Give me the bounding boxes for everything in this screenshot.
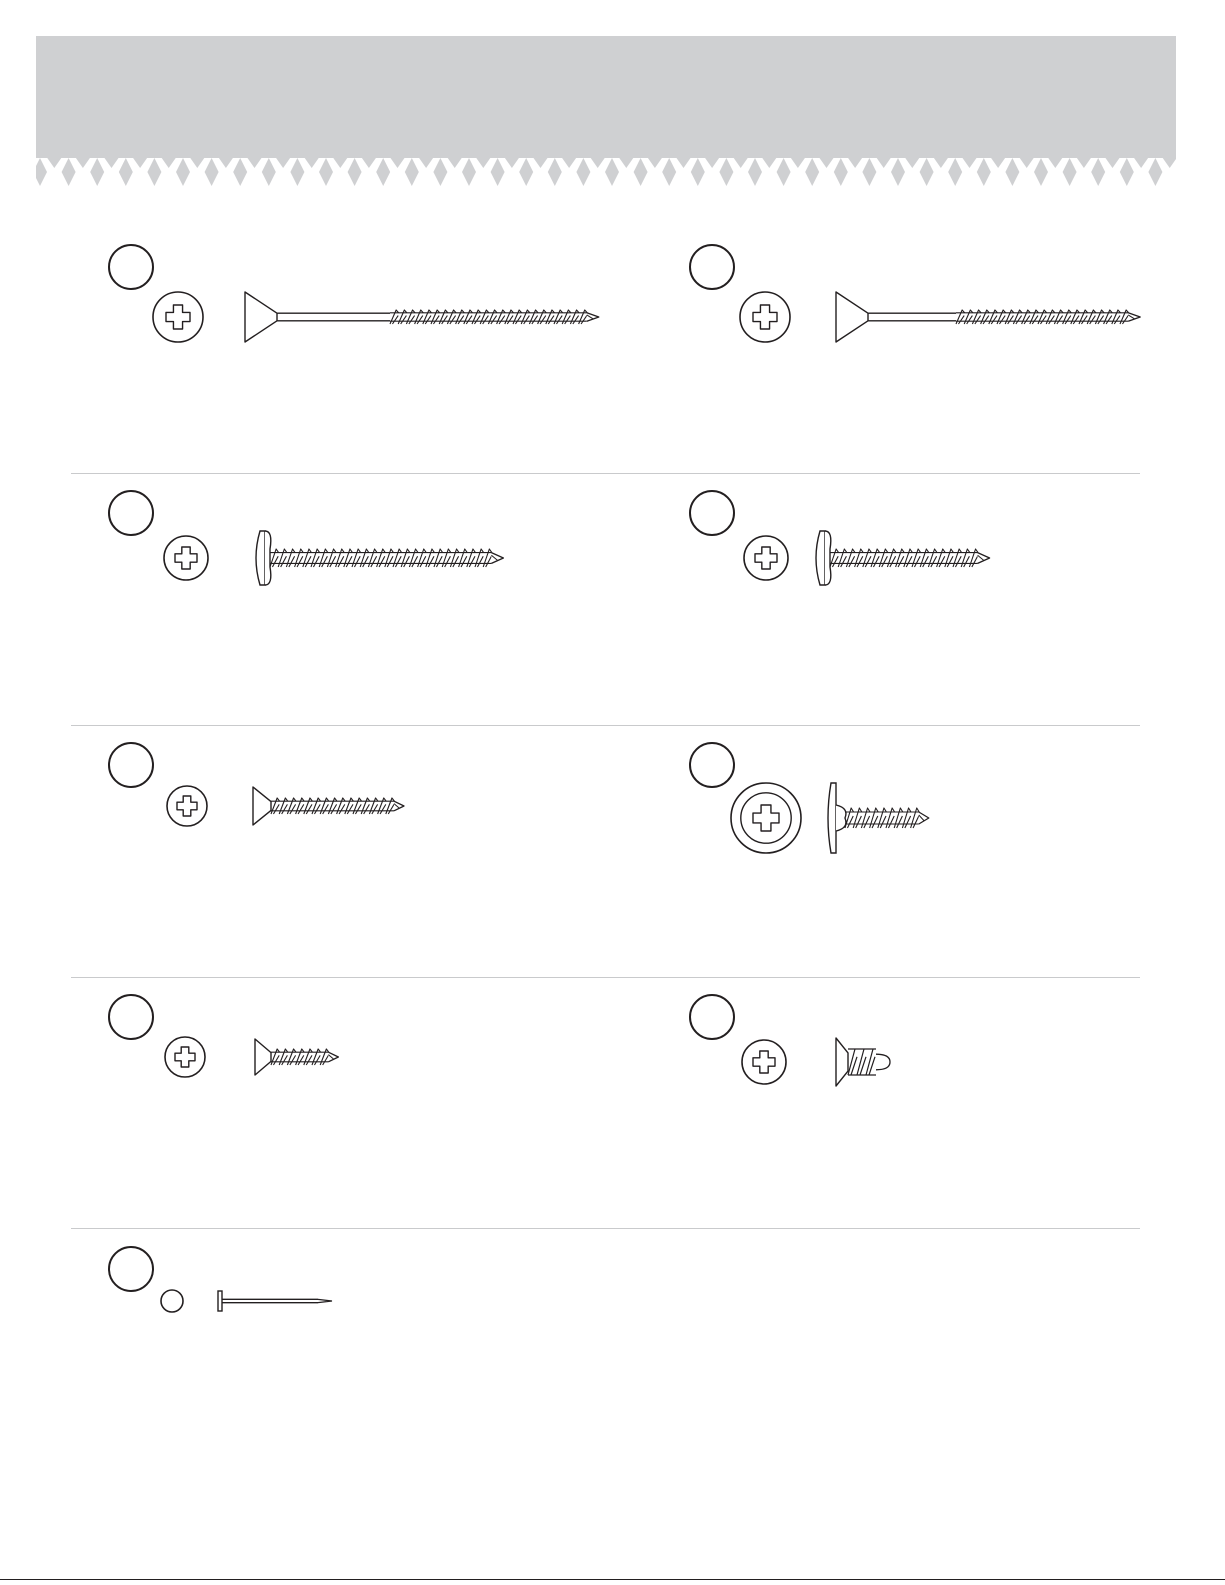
phillips-cross-icon	[742, 1040, 786, 1084]
diamond-shape	[948, 158, 962, 186]
thread-ridge	[311, 549, 320, 567]
diamond-shape	[1120, 158, 1134, 186]
diamond-shape	[462, 158, 476, 186]
thread-ridge	[879, 549, 888, 567]
thread-ridge	[472, 310, 481, 324]
item-4	[689, 488, 1189, 608]
thread-ridge	[920, 549, 929, 567]
diamond-shape	[920, 158, 934, 186]
diamond-notch	[76, 158, 90, 168]
item-callout-circle	[109, 743, 153, 787]
diamond-shape	[977, 158, 991, 186]
thread-ridge	[409, 549, 418, 567]
thread-ridge	[431, 310, 440, 324]
diamond-shape	[748, 158, 762, 186]
thread-ridge	[969, 549, 978, 567]
item-callout-circle	[109, 1247, 153, 1291]
diamond-notch	[391, 158, 405, 168]
thread-ridge	[846, 549, 855, 567]
thread-ridge	[521, 310, 530, 324]
diamond-shape	[691, 158, 705, 186]
thread-ridge	[538, 310, 547, 324]
diamond-shape	[891, 158, 905, 186]
thread-ridge	[886, 808, 895, 828]
item-2	[689, 242, 1189, 362]
diamond-notch	[505, 158, 519, 168]
diamond-notch	[1048, 158, 1062, 168]
diamond-notch	[190, 158, 204, 168]
diamond-notch	[734, 158, 748, 168]
thread-ridge	[513, 310, 522, 324]
thread-ridge	[878, 808, 887, 828]
header-band	[36, 36, 1176, 154]
thread-ridge	[390, 310, 399, 324]
thread-ridge	[377, 549, 386, 567]
diamond-notch	[305, 158, 319, 168]
diamond-notch	[562, 158, 576, 168]
thread-ridge	[912, 549, 921, 567]
thread-ridge	[853, 808, 862, 828]
item-callout-circle	[690, 245, 734, 289]
flat-head-medium-screw-icon	[253, 787, 404, 825]
item-callout-circle	[690, 995, 734, 1039]
phillips-washer-head-icon	[731, 783, 801, 853]
thread-ridge	[1104, 310, 1113, 324]
item-callout-circle	[690, 743, 734, 787]
thread-ridge	[287, 798, 296, 814]
thread-ridge	[887, 549, 896, 567]
thread-ridge	[1071, 310, 1080, 324]
thread-ridge	[401, 549, 410, 567]
diamond-notch	[476, 158, 490, 168]
thread-ridge	[475, 549, 484, 567]
diamond-shape	[805, 158, 819, 186]
thread-ridge	[546, 310, 555, 324]
diamond-notch	[448, 158, 462, 168]
diamond-notch	[791, 158, 805, 168]
thread-ridge	[937, 549, 946, 567]
row-divider	[71, 977, 1140, 978]
thread-ridge	[961, 549, 970, 567]
thread-ridge	[336, 549, 345, 567]
thread-ridge	[467, 549, 476, 567]
diamond-shape	[233, 158, 247, 186]
diamond-notch	[333, 158, 347, 168]
phillips-cross-icon	[744, 536, 788, 580]
thread-ridge	[385, 549, 394, 567]
thread-ridge	[426, 549, 435, 567]
thread-ridge	[845, 808, 854, 828]
thread-ridge	[296, 798, 305, 814]
diamond-notch	[762, 158, 776, 168]
thread-ridge	[353, 798, 362, 814]
thread-ridge	[562, 310, 571, 324]
thread-ridge	[871, 549, 880, 567]
diamond-notch	[705, 158, 719, 168]
thread-ridge	[368, 549, 377, 567]
flat-head-long-screw-icon	[836, 292, 1140, 342]
diamond-shape	[519, 158, 533, 186]
diamond-notch	[1134, 158, 1148, 168]
thread-ridge	[398, 310, 407, 324]
pan-head-long-screw-icon	[256, 531, 503, 585]
diamond-notch	[47, 158, 61, 168]
diamond-shape	[290, 158, 304, 186]
row-divider	[71, 473, 1140, 474]
diamond-notch	[419, 158, 433, 168]
diamond-notch	[934, 158, 948, 168]
diamond-notch	[276, 158, 290, 168]
thread-ridge	[1038, 310, 1047, 324]
thread-ridge	[320, 1049, 329, 1065]
thread-ridge	[328, 798, 337, 814]
diamond-notch	[619, 158, 633, 168]
thread-ridge	[442, 549, 451, 567]
thread-ridge	[956, 310, 965, 324]
thread-ridge	[894, 808, 903, 828]
diamond-shape	[405, 158, 419, 186]
phillips-cross-icon	[164, 536, 208, 580]
footer-rule	[0, 1579, 1225, 1580]
thread-ridge	[855, 549, 864, 567]
diamond-border	[36, 150, 1176, 190]
item-3	[108, 488, 608, 608]
diamond-notch	[133, 158, 147, 168]
diamond-shape	[1091, 158, 1105, 186]
diamond-notch	[248, 158, 262, 168]
thread-ridge	[286, 549, 295, 567]
thread-ridge	[459, 549, 468, 567]
thread-ridge	[1022, 310, 1031, 324]
thread-ridge	[312, 798, 321, 814]
thread-ridge	[945, 549, 954, 567]
row-divider	[71, 725, 1140, 726]
thread-ridge	[304, 798, 313, 814]
diamond-notch	[162, 158, 176, 168]
row-divider	[71, 1228, 1140, 1229]
thread-ridge	[279, 1049, 288, 1065]
diamond-shape	[605, 158, 619, 186]
thread-ridge	[450, 549, 459, 567]
diamond-shape	[576, 158, 590, 186]
diamond-notch	[848, 158, 862, 168]
diamond-shape	[119, 158, 133, 186]
thread-ridge	[964, 310, 973, 324]
thread-ridge	[861, 808, 870, 828]
thread-ridge	[483, 549, 492, 567]
diamond-shape	[634, 158, 648, 186]
diamond-shape	[433, 158, 447, 186]
thread-ridge	[439, 310, 448, 324]
thread-ridge	[464, 310, 473, 324]
thread-ridge	[570, 310, 579, 324]
diamond-shape	[147, 158, 161, 186]
diamond-shape	[862, 158, 876, 186]
washer-head-short-screw-icon	[828, 783, 929, 853]
diamond-notch	[820, 158, 834, 168]
item-7	[108, 992, 608, 1112]
diamond-shape	[262, 158, 276, 186]
diamond-notch	[534, 158, 548, 168]
thread-ridge	[360, 549, 369, 567]
thread-ridge	[911, 808, 920, 828]
thread-ridge	[497, 310, 506, 324]
thread-ridge	[415, 310, 424, 324]
thread-ridge	[418, 549, 427, 567]
thread-ridge	[1087, 310, 1096, 324]
thread-ridge	[904, 549, 913, 567]
item-9	[108, 1244, 608, 1364]
diamond-shape	[205, 158, 219, 186]
item-5	[108, 740, 608, 860]
thread-ridge	[434, 549, 443, 567]
diamond-shape	[548, 158, 562, 186]
thread-ridge	[456, 310, 465, 324]
diamond-notch	[105, 158, 119, 168]
item-callout-circle	[109, 491, 153, 535]
flat-head-short-screw-icon	[255, 1039, 338, 1075]
diamond-shape	[1148, 158, 1162, 186]
thread-ridge	[1013, 310, 1022, 324]
diamond-shape	[1005, 158, 1019, 186]
diamond-shape	[834, 158, 848, 186]
diamond-notch	[905, 158, 919, 168]
phillips-cross-icon	[165, 1037, 205, 1077]
thread-ridge	[972, 310, 981, 324]
thread-ridge	[369, 798, 378, 814]
diamond-notch	[991, 158, 1005, 168]
thread-ridge	[1030, 310, 1039, 324]
diamond-notch	[877, 158, 891, 168]
pan-head-medium-screw-icon	[816, 531, 990, 585]
flat-head-stubby-screw-icon	[836, 1038, 890, 1086]
diamond-shape	[36, 158, 47, 186]
diamond-shape	[62, 158, 76, 186]
item-6	[689, 740, 1189, 860]
thread-ridge	[361, 798, 370, 814]
item-callout-circle	[109, 995, 153, 1039]
diamond-shape	[376, 158, 390, 186]
diamond-notch	[1020, 158, 1034, 168]
thread-ridge	[344, 549, 353, 567]
thread-ridge	[296, 1049, 305, 1065]
thread-ridge	[863, 549, 872, 567]
diamond-shape	[176, 158, 190, 186]
flat-head-long-screw-icon	[245, 292, 599, 342]
item-1	[108, 242, 608, 362]
thread-ridge	[997, 310, 1006, 324]
thread-ridge	[1046, 310, 1055, 324]
thread-ridge	[393, 549, 402, 567]
thread-ridge	[870, 808, 879, 828]
diamond-shape	[1034, 158, 1048, 186]
item-8	[689, 992, 1189, 1112]
thread-ridge	[320, 798, 329, 814]
thread-ridge	[303, 549, 312, 567]
diamond-notch	[219, 158, 233, 168]
thread-ridge	[838, 549, 847, 567]
thread-ridge	[406, 310, 415, 324]
thread-ridge	[345, 798, 354, 814]
thread-ridge	[529, 310, 538, 324]
diamond-notch	[362, 158, 376, 168]
thread-ridge	[989, 310, 998, 324]
diamond-shape	[662, 158, 676, 186]
thread-ridge	[1005, 310, 1014, 324]
diamond-notch	[648, 158, 662, 168]
thread-ridge	[378, 798, 387, 814]
phillips-cross-icon	[167, 786, 207, 826]
thread-ridge	[271, 798, 280, 814]
thread-ridge	[327, 549, 336, 567]
thread-ridge	[896, 549, 905, 567]
thread-ridge	[423, 310, 432, 324]
diamond-shape	[319, 158, 333, 186]
nail-head-icon	[161, 1290, 183, 1312]
thread-ridge	[830, 549, 839, 567]
thread-ridge	[981, 310, 990, 324]
phillips-cross-icon	[740, 292, 790, 342]
thread-ridge	[279, 798, 288, 814]
thread-ridge	[505, 310, 514, 324]
diamond-shape	[90, 158, 104, 186]
diamond-shape	[719, 158, 733, 186]
thread-ridge	[447, 310, 456, 324]
thread-ridge	[1063, 310, 1072, 324]
diamond-notch	[1106, 158, 1120, 168]
thread-ridge	[386, 798, 395, 814]
thread-ridge	[1095, 310, 1104, 324]
item-callout-circle	[690, 491, 734, 535]
thread-ridge	[278, 549, 287, 567]
thread-ridge	[352, 549, 361, 567]
diamond-notch	[1077, 158, 1091, 168]
thread-ridge	[1079, 310, 1088, 324]
thread-ridge	[953, 549, 962, 567]
thread-ridge	[319, 549, 328, 567]
diamond-notch	[677, 158, 691, 168]
diamond-shape	[1063, 158, 1077, 186]
diamond-notch	[1163, 158, 1176, 168]
thread-ridge	[1054, 310, 1063, 324]
thread-ridge	[554, 310, 563, 324]
thread-ridge	[304, 1049, 313, 1065]
diamond-shape	[491, 158, 505, 186]
thread-ridge	[1112, 310, 1121, 324]
item-callout-circle	[109, 245, 153, 289]
thread-ridge	[480, 310, 489, 324]
thread-ridge	[295, 549, 304, 567]
diamond-notch	[591, 158, 605, 168]
thread-ridge	[1120, 310, 1129, 324]
thread-ridge	[488, 310, 497, 324]
thread-ridge	[902, 808, 911, 828]
thread-ridge	[312, 1049, 321, 1065]
thread-ridge	[271, 1049, 280, 1065]
thread-ridge	[928, 549, 937, 567]
thread-ridge	[287, 1049, 296, 1065]
phillips-cross-icon	[153, 292, 203, 342]
diamond-shape	[348, 158, 362, 186]
thread-ridge	[337, 798, 346, 814]
diamond-notch	[963, 158, 977, 168]
nail-icon	[218, 1291, 332, 1311]
thread-ridge	[270, 549, 279, 567]
diamond-shape	[777, 158, 791, 186]
thread-ridge	[579, 310, 588, 324]
